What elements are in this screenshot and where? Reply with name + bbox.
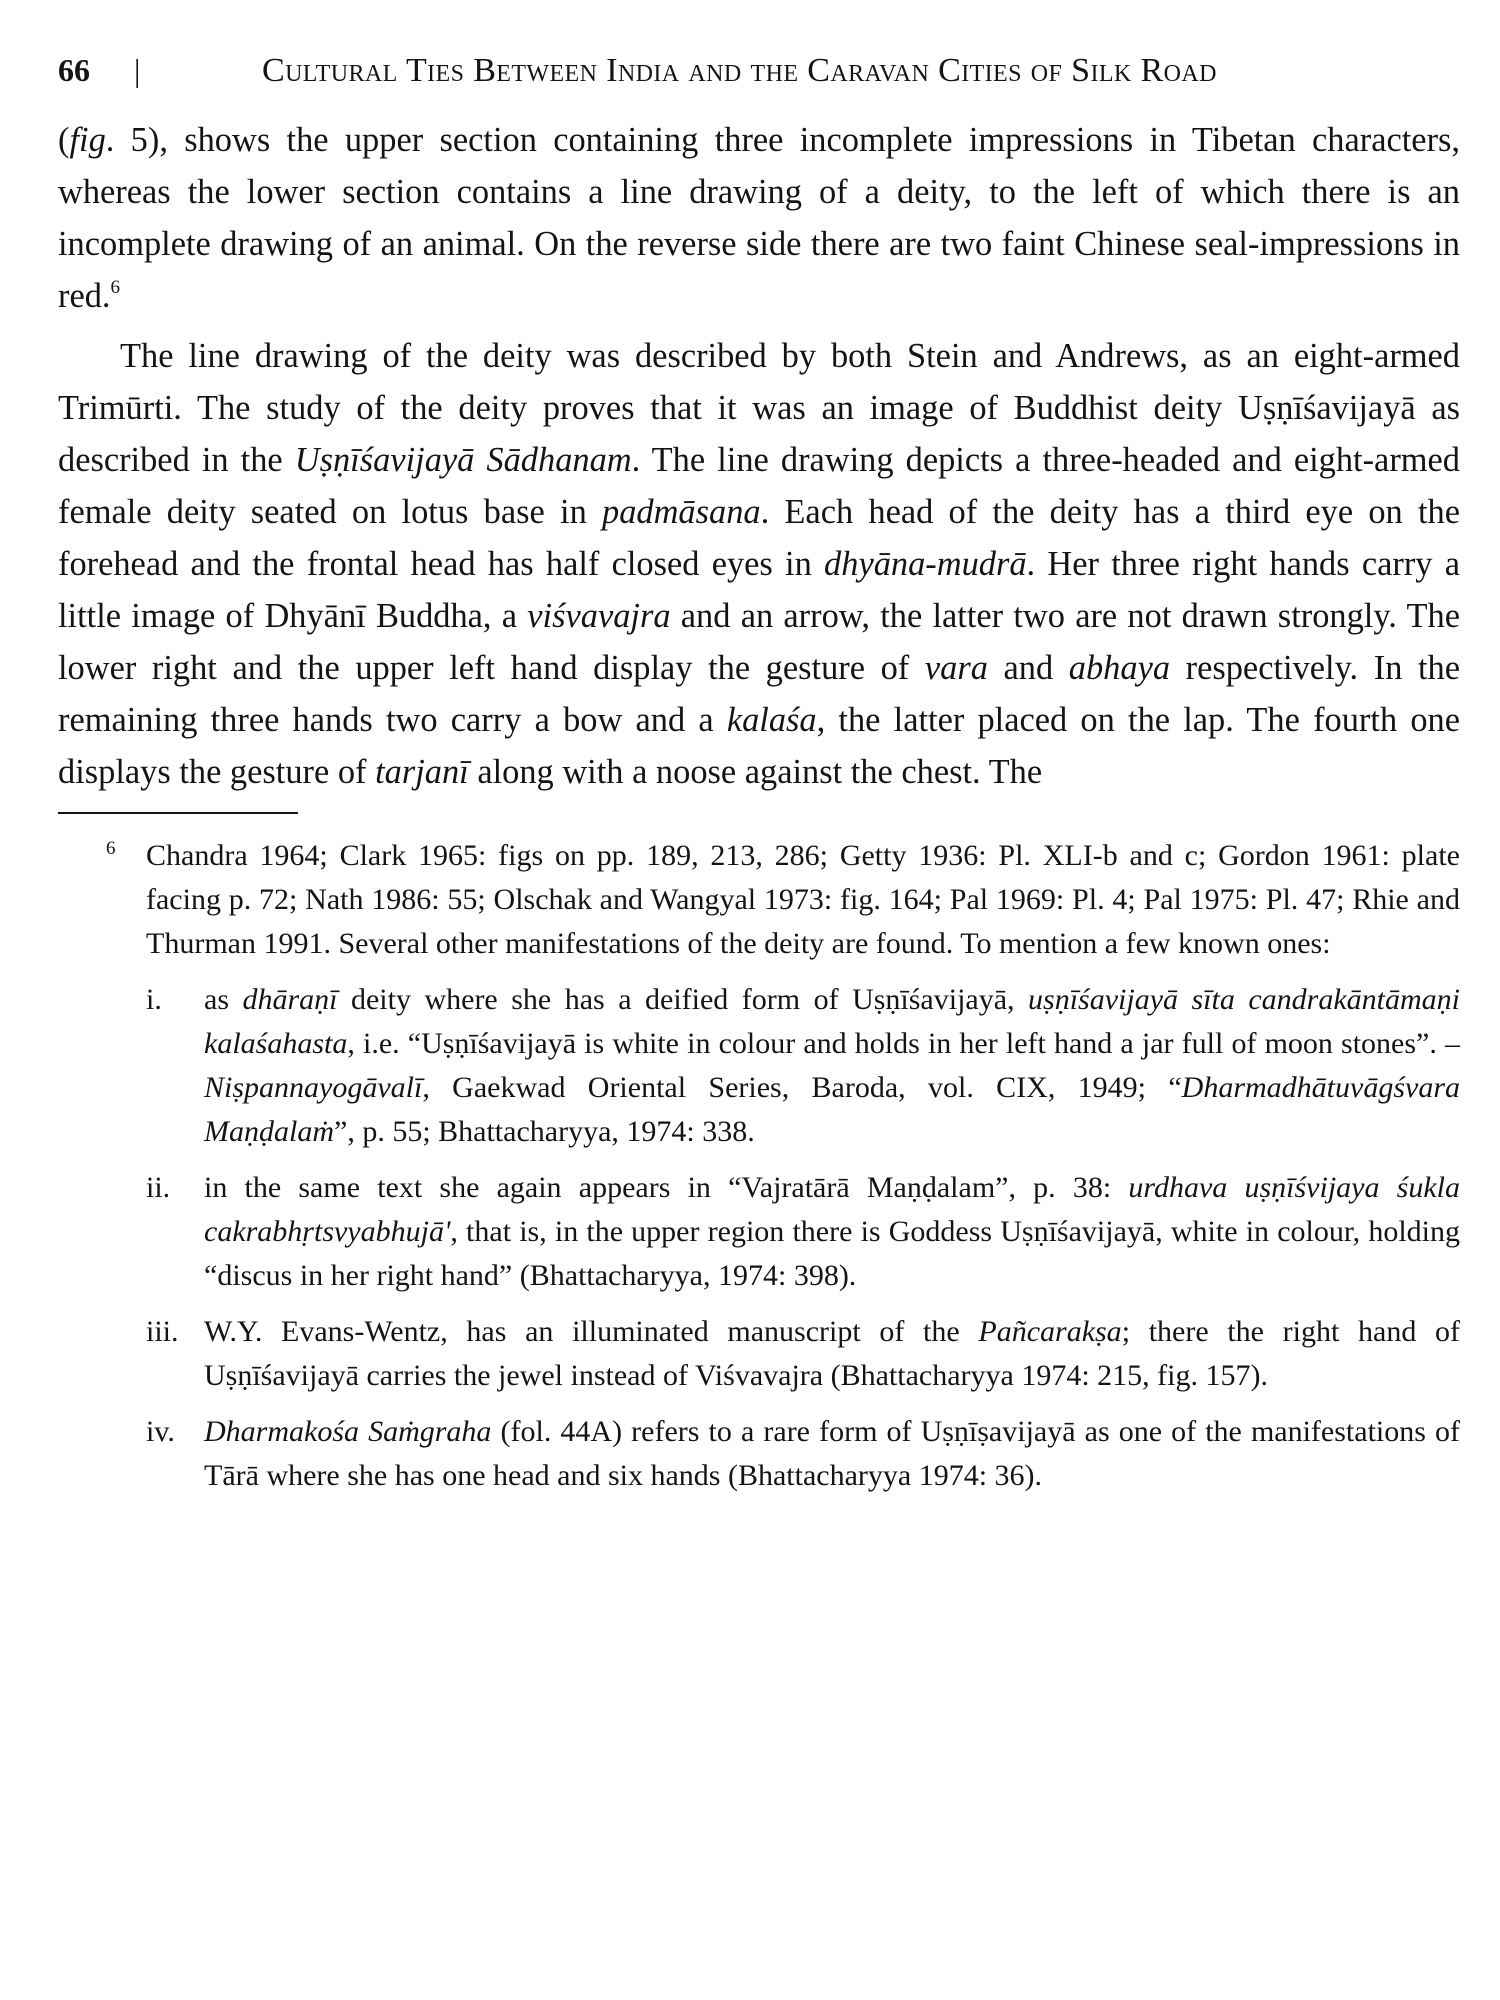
text-run: The line drawing of the deity was described by both Stein and Andrews, as an eight-armed Trimūrti. The study of the deity proves that it was an image of Buddhist deity Uṣṇīśavijayā as described in the: [58, 337, 1460, 479]
text-run: . The line drawing depicts a three-headed and eight-armed female deity seated on lotus base in: [58, 441, 1460, 531]
list-item: [58, 978, 1460, 1154]
footnote-intro: [146, 834, 1460, 966]
italic-term: padmāsana: [602, 493, 761, 531]
list-item-marker: ii.: [146, 1171, 171, 1204]
italic-term: Niṣpannayogāvalī: [204, 1071, 423, 1104]
italic-term: dhāraṇī: [242, 983, 338, 1016]
text-run: ”, p. 55; Bhattacharyya, 1974: 338.: [334, 1115, 755, 1148]
italic-term: Uṣṇīśavijayā Sādhanam: [294, 441, 632, 479]
header-separator: |: [134, 52, 141, 88]
text-run: Chandra 1964; Clark 1965: figs on pp. 189, 213, 286; Getty 1936: Pl. XLI-b and c; Gordon 1961: plate facing p. 72; Nath 1986: 55; Olschak and Wangyal 1973: fig. 164; Pal 1969: Pl. 4; Pal 1975: Pl. 47; Rhie and Thurman 1991. Several other manifestations of the deity are found. To mention a few known ones:: [146, 839, 1460, 960]
footnote-divider: [58, 812, 298, 814]
italic-term: tarjanī: [375, 753, 469, 791]
italic-term: urdhava uṣṇīśvijaya śukla cakrabhṛtsvyabhujā': [204, 1171, 1461, 1248]
text-run: W.Y. Evans-Wentz, has an illuminated manuscript of the: [204, 1315, 979, 1348]
text-run: , that is, in the upper region there is Goddess Uṣṇīśavijayā, white in colour, holding “discus in her right hand” (Bhattacharyya, 1974: 398).: [204, 1215, 1460, 1292]
book-page: [58, 52, 1460, 1510]
footnote-6: [58, 834, 1460, 966]
text-run: , i.e. “Uṣṇīśavijayā is white in colour and holds in her left hand a jar full of moon stones”. –: [347, 1027, 1460, 1060]
paragraph-1-text: [58, 121, 1460, 315]
text-run: and: [987, 649, 1069, 687]
italic-term: Dharmadhātuvāgśvara Maṇḍalaṁ: [204, 1071, 1460, 1148]
text-run: deity where she has a deified form of Uṣṇīśavijayā,: [337, 983, 1029, 1016]
running-header: [58, 52, 1460, 108]
page-number: 66: [58, 52, 90, 88]
italic-term: viśvavajra: [527, 597, 671, 635]
text-run: (fol. 44A) refers to a rare form of Uṣṇīṣavijayā as one of the manifestations of Tārā where she has one head and six hands (Bhattacharyya 1974: 36).: [204, 1415, 1460, 1492]
list-item-marker: iii.: [146, 1315, 179, 1348]
italic-term: fig: [69, 121, 106, 159]
list-item-text: [204, 1166, 1460, 1298]
list-item-marker: iv.: [146, 1415, 175, 1448]
italic-term: kalaśa: [726, 701, 817, 739]
text-run: , Gaekwad Oriental Series, Baroda, vol. CIX, 1949; “: [422, 1071, 1182, 1104]
footnote-marker: 6: [106, 838, 116, 859]
italic-term: abhaya: [1068, 649, 1171, 687]
text-run: , the latter placed on the lap. The fourth one displays the gesture of: [58, 701, 1460, 791]
text-run: in the same text she again appears in “Vajratārā Maṇḍalam”, p. 38:: [204, 1171, 1129, 1204]
main-text: [58, 114, 1460, 798]
open-paren: (: [58, 121, 70, 159]
list-item-text: [204, 1310, 1460, 1398]
list-item-text: [204, 1410, 1460, 1498]
list-item: [58, 1166, 1460, 1298]
text-run: along with a noose against the chest. The: [468, 753, 1043, 791]
list-item: [58, 1310, 1460, 1398]
text-run: respectively. In the remaining three hands two carry a bow and a: [58, 649, 1461, 739]
paragraph-1: [58, 114, 1460, 322]
list-item-marker: i.: [146, 983, 162, 1016]
text-run: . 5), shows the upper section containing three incomplete impressions in Tibetan characters, whereas the lower section contains a line drawing of a deity, to the left of which there is an incomplete drawing of an animal. On the reverse side there are two faint Chinese seal-impressions in red.: [58, 121, 1460, 315]
text-run: ; there the right hand of Uṣṇīśavijayā carries the jewel instead of Viśvavajra (Bhattacharyya 1974: 215, fig. 157).: [204, 1315, 1460, 1392]
italic-term: dhyāna-mudrā: [824, 545, 1027, 583]
italic-term: Pañcarakṣa: [978, 1315, 1122, 1348]
paragraph-2: [58, 330, 1460, 798]
text-run: . Each head of the deity has a third eye on the forehead and the frontal head has half closed eyes in: [58, 493, 1461, 583]
footnote-ref: 6: [110, 277, 121, 298]
text-run: as: [204, 983, 243, 1016]
italic-term: Dharmakośa Saṁgraha: [204, 1415, 492, 1448]
italic-term: uṣṇīśavijayā sīta candrakāntāmaṇi kalaśahasta: [204, 983, 1460, 1060]
text-run: . Her three right hands carry a little image of Dhyānī Buddha, a: [58, 545, 1460, 635]
footnote-sublist: [58, 978, 1460, 1498]
italic-term: vara: [924, 649, 988, 687]
list-item: [58, 1410, 1460, 1498]
list-item-text: [204, 978, 1460, 1154]
footnote-text: [146, 834, 1460, 966]
book-title: Cultural Ties Between India and the Caravan Cities of Silk Road: [262, 52, 1217, 89]
footnotes: [58, 834, 1460, 1498]
text-run: and an arrow, the latter two are not drawn strongly. The lower right and the upper left hand display the gesture of: [58, 597, 1460, 687]
